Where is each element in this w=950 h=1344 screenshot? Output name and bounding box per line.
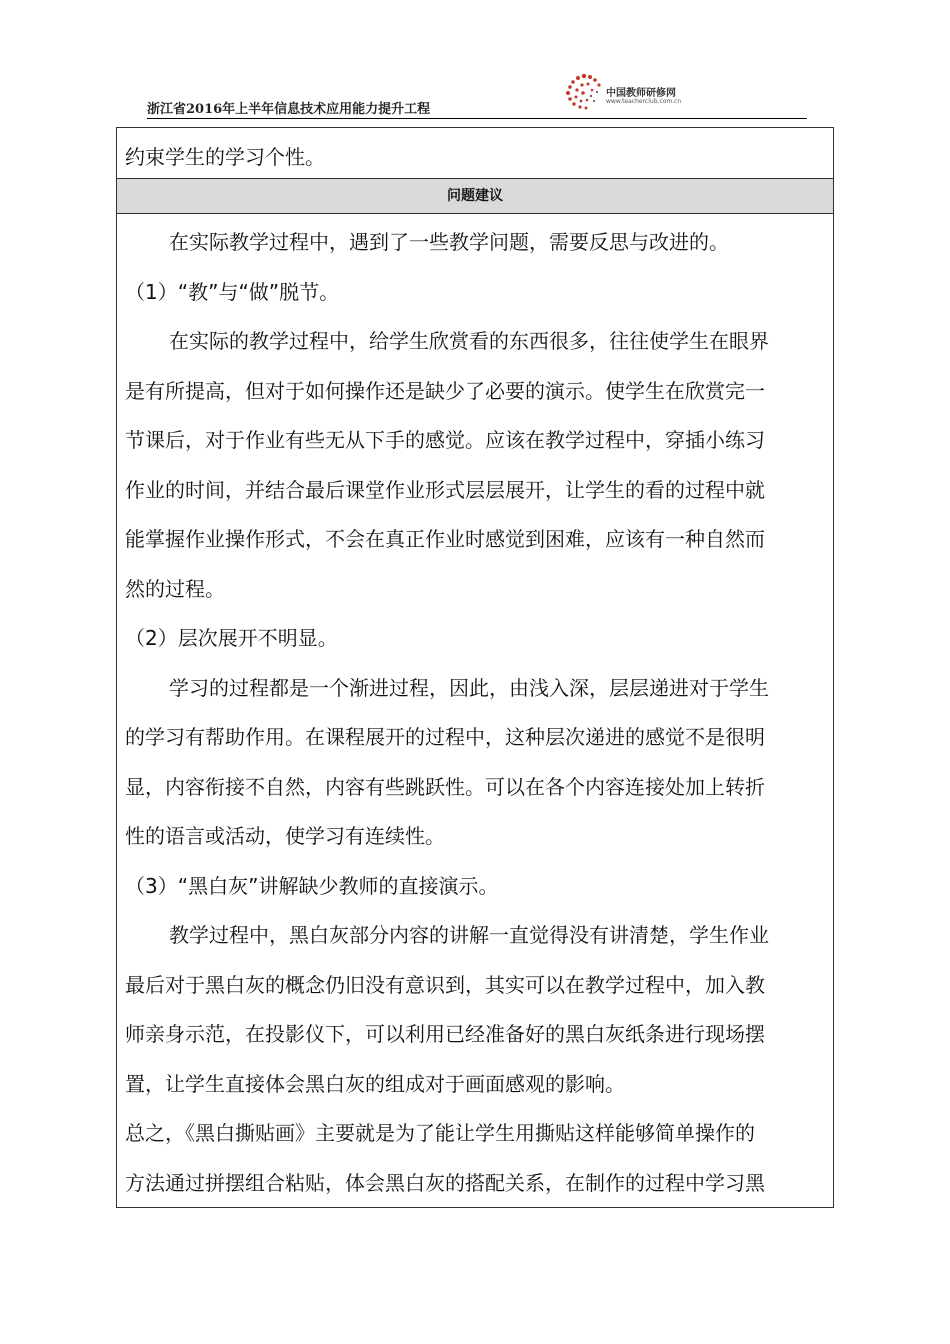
paragraph-line: 节课后，对于作业有些无从下手的感觉。应该在教学过程中，穿插小练习	[125, 428, 765, 452]
content-table	[116, 127, 834, 1208]
logo-english-text: www.teacherclub.com.cn	[606, 98, 682, 105]
paragraph-line: 教学过程中，黑白灰部分内容的讲解一直觉得没有讲清楚，学生作业	[169, 923, 769, 947]
top-line-text: 约束学生的学习个性。	[125, 145, 325, 169]
subheading-line: （2）层次展开不明显。	[125, 626, 338, 650]
paragraph-line: 作业的时间，并结合最后课堂作业形式层层展开，让学生的看的过程中就	[125, 478, 765, 502]
paragraph-line: 然的过程。	[125, 577, 225, 601]
header-title: 浙江省2016年上半年信息技术应用能力提升工程	[147, 102, 431, 117]
logo-chinese-text: 中国教师研修网	[606, 88, 676, 99]
section-header: 问题建议	[117, 179, 833, 214]
paragraph-line: 是有所提高，但对于如何操作还是缺少了必要的演示。使学生在欣赏完一	[125, 379, 765, 403]
paragraph-line: 在实际的教学过程中，给学生欣赏看的东西很多，往往使学生在眼界	[169, 329, 769, 353]
header-divider	[147, 118, 807, 119]
paragraph-line: 显，内容衔接不自然，内容有些跳跃性。可以在各个内容连接处加上转折	[125, 775, 765, 799]
subheading-line: （3）“黑白灰”讲解缺少教师的直接演示。	[125, 874, 499, 898]
paragraph-line: 能掌握作业操作形式，不会在真正作业时感觉到困难，应该有一种自然而	[125, 527, 765, 551]
dotted-swirl-logo-icon	[562, 72, 606, 112]
paragraph-line: 性的语言或活动，使学习有连续性。	[125, 824, 445, 848]
paragraph-line: 的学习有帮助作用。在课程展开的过程中，这种层次递进的感觉不是很明	[125, 725, 765, 749]
table-row-top	[117, 128, 833, 179]
paragraph-line: 总之，《黑白撕贴画》主要就是为了能让学生用撕贴这样能够简单操作的	[125, 1121, 755, 1145]
teacherclub-logo	[562, 72, 712, 112]
paragraph-line: 方法通过拼摆组合粘贴，体会黑白灰的搭配关系，在制作的过程中学习黑	[125, 1171, 765, 1195]
paragraph-line: 置，让学生直接体会黑白灰的组成对于画面感观的影响。	[125, 1072, 625, 1096]
subheading-line: （1）“教”与“做”脱节。	[125, 280, 340, 304]
paragraph-line: 学习的过程都是一个渐进过程，因此，由浅入深，层层递进对于学生	[169, 676, 769, 700]
paragraph-line: 师亲身示范，在投影仪下，可以利用已经准备好的黑白灰纸条进行现场摆	[125, 1022, 765, 1046]
paragraph-line: 在实际教学过程中，遇到了一些教学问题，需要反思与改进的。	[169, 230, 729, 254]
paragraph-line: 最后对于黑白灰的概念仍旧没有意识到，其实可以在教学过程中，加入教	[125, 973, 765, 997]
